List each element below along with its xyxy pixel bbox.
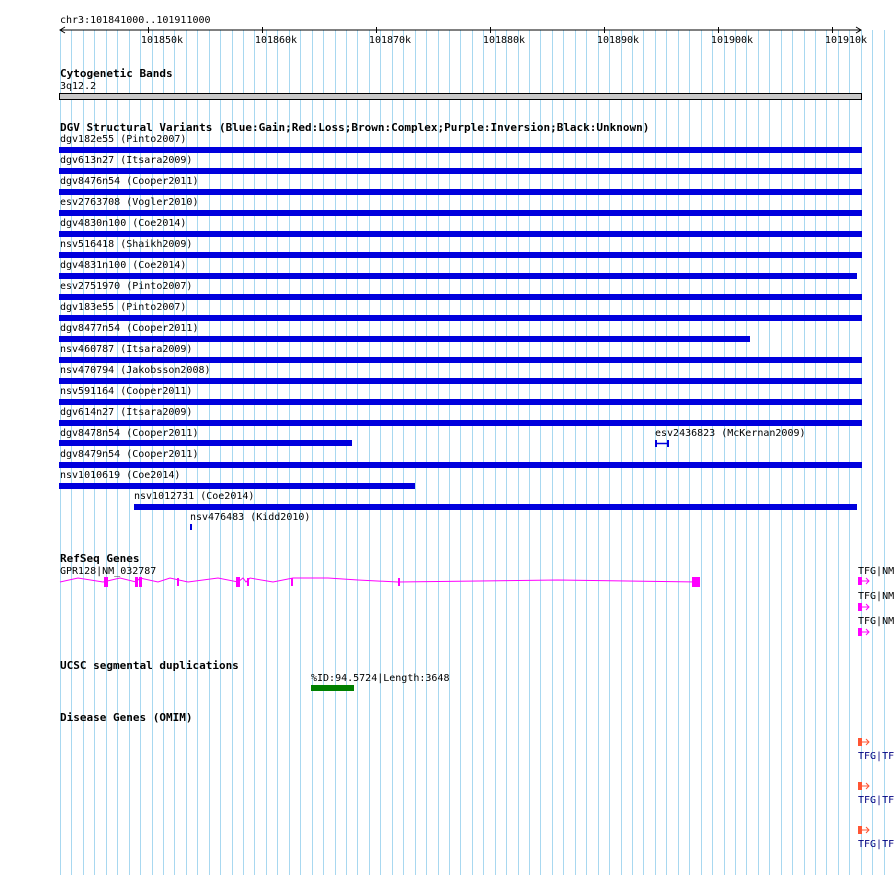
dgv-label: dgv614n27 (Itsara2009) [60,407,193,418]
omim-label: TFG|TF [858,795,894,806]
dgv-variant-bar[interactable] [59,294,862,300]
dgv-label: esv2436823 (McKernan2009) [655,428,806,439]
dgv-label: dgv182e55 (Pinto2007) [60,134,187,145]
dgv-label: dgv183e55 (Pinto2007) [60,302,187,313]
omim-title: Disease Genes (OMIM) [60,711,193,724]
dgv-variant-bar[interactable] [59,378,862,384]
segdup-label: %ID:94.5724|Length:3648 [311,673,450,684]
dgv-label: dgv4830n100 (Coe2014) [60,218,187,229]
dgv-variant-bar[interactable] [59,357,862,363]
segdups-title: UCSC segmental duplications [60,659,239,672]
ruler-tick-label: 101860k [254,35,298,46]
omim-arrow-icon[interactable] [858,737,872,747]
dgv-label: dgv8479n54 (Cooper2011) [60,449,199,460]
dgv-label: nsv591164 (Cooper2011) [60,386,193,397]
dgv-label: nsv460787 (Itsara2009) [60,344,193,355]
gene-arrow-icon[interactable] [858,627,872,637]
ruler-tick [262,27,263,33]
dgv-variant-bar[interactable] [59,483,415,489]
dgv-label: dgv8476n54 (Cooper2011) [60,176,199,187]
dgv-label: nsv470794 (Jakobsson2008) [60,365,211,376]
ruler-tick-label: 101880k [482,35,526,46]
dgv-label: nsv516418 (Shaikh2009) [60,239,193,250]
dgv-label: dgv8477n54 (Cooper2011) [60,323,199,334]
dgv-variant-bar[interactable] [59,147,862,153]
dgv-label: esv2751970 (Pinto2007) [60,281,193,292]
ruler-axis [58,25,864,35]
dgv-variant-bar[interactable] [59,462,862,468]
ruler-tick-label: 101900k [710,35,754,46]
dgv-variant-bar[interactable] [59,440,352,446]
cytoband-label: 3q12.2 [60,81,97,92]
ruler-tick [376,27,377,33]
dgv-variant-bar[interactable] [59,252,862,258]
gene-arrow-icon[interactable] [858,576,872,586]
omim-arrow-icon[interactable] [858,781,872,791]
dgv-variant-bar[interactable] [59,315,862,321]
ruler-tick-label: 101850k [140,35,184,46]
ruler-tick [718,27,719,33]
ruler-tick [148,27,149,33]
ruler-tick-label: 101890k [596,35,640,46]
gene-label-right: TFG|NM [858,616,894,627]
cytoband-bar[interactable] [59,93,862,100]
segdup-bar[interactable] [311,685,354,691]
ruler-tick [490,27,491,33]
cytobands-title: Cytogenetic Bands [60,67,173,80]
dgv-variant-bar[interactable] [59,210,862,216]
dgv-variant-bar[interactable] [59,420,862,426]
dgv-label: dgv613n27 (Itsara2009) [60,155,193,166]
ruler-tick-label: 101870k [368,35,412,46]
gene-label-right: TFG|NM [858,591,894,602]
refseq-title: RefSeq Genes [60,552,140,565]
omim-arrow-icon[interactable] [858,825,872,835]
omim-label: TFG|TF [858,751,894,762]
dgv-label: dgv8478n54 (Cooper2011) [60,428,199,439]
gene-label: GPR128|NM_032787 [60,566,157,577]
dgv-label: nsv1010619 (Coe2014) [60,470,181,481]
gene-label-right: TFG|NM [858,566,894,577]
dgv-variant-bar[interactable] [655,440,671,448]
gene-arrow-icon[interactable] [858,602,872,612]
ruler-tick-label: 101910k [824,35,868,46]
dgv-label: nsv1012731 (Coe2014) [134,491,255,502]
gene-model[interactable] [58,574,708,590]
dgv-variant-bar[interactable] [59,336,750,342]
dgv-label: nsv476483 (Kidd2010) [190,512,311,523]
dgv-variant-bar[interactable] [59,273,857,279]
dgv-variant-bar[interactable] [59,231,862,237]
ruler-position: chr3:101841000..101911000 [60,15,211,26]
dgv-variant-bar[interactable] [59,399,862,405]
dgv-variant-bar[interactable] [134,504,857,510]
dgv-variant-bar[interactable] [59,168,862,174]
ruler-tick [832,27,833,33]
ruler-tick [604,27,605,33]
dgv-variant-bar[interactable] [190,524,192,530]
dgv-label: dgv4831n100 (Coe2014) [60,260,187,271]
dgv-variant-bar[interactable] [59,189,862,195]
dgv-label: esv2763708 (Vogler2010) [60,197,199,208]
omim-label: TFG|TF [858,839,894,850]
dgv-title: DGV Structural Variants (Blue:Gain;Red:Loss;Brown:Complex;Purple:Inversion;Black:Unknown) [60,121,650,134]
